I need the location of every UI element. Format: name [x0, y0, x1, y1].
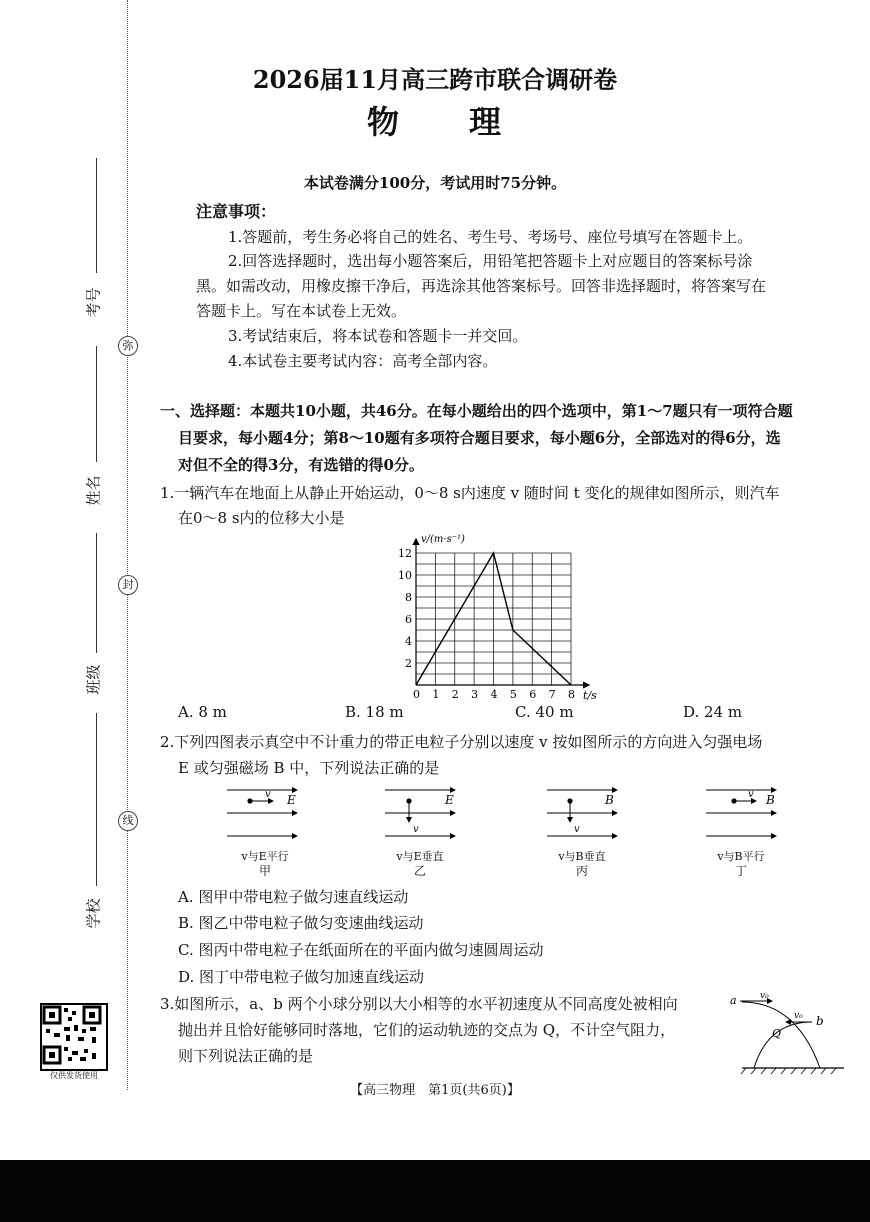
- section1-line: 目要求，每小题4分；第8～10题有多项符合题目要求，每小题6分，全部选对的得6分，选: [178, 429, 781, 447]
- x-tick-label: 7: [548, 688, 556, 701]
- subject-title: 物 理: [366, 103, 503, 141]
- fig-yi: [383, 785, 463, 845]
- q1-option-d: D. 24 m: [683, 703, 743, 721]
- q3-stem: 抛出并且恰好能够同时落地，它们的运动轨迹的交点为 Q，不计空气阻力，: [178, 1021, 676, 1039]
- fig-yi-v: v: [413, 824, 419, 835]
- y-axis-label: v/(m·s⁻¹): [421, 534, 465, 545]
- section1-line: 一、选择题：本题共10小题，共46分。在每小题给出的四个选项中，第1～7题只有一项符合题: [160, 402, 793, 420]
- x-tick-label: 5: [509, 688, 517, 701]
- q2-option-d: D. 图丁中带电粒子做匀加速直线运动: [178, 968, 425, 986]
- banji-line: [96, 533, 97, 653]
- x-tick-label: 3: [471, 688, 479, 701]
- fig-bing-caption: v与B垂直: [558, 850, 606, 863]
- q2-option-b: B. 图乙中带电粒子做匀变速曲线运动: [178, 914, 424, 932]
- q3-label-v0-b: v₀: [794, 1011, 803, 1021]
- label-xingming: 姓名: [84, 475, 103, 506]
- fig-ding-field: B: [766, 793, 775, 807]
- notice-line: 答题卡上。写在本试卷上无效。: [196, 302, 407, 320]
- notice-heading: 注意事项：: [196, 202, 277, 221]
- q3-label-q: Q: [772, 1027, 782, 1040]
- q2-stem: 2.下列四图表示真空中不计重力的带正电粒子分别以速度 v 按如图所示的方向进入匀强电场: [160, 733, 763, 751]
- notice-line: 黑。如需改动，用橡皮擦干净后，再选涂其他答案标号。回答非选择题时，将答案写在: [196, 277, 767, 295]
- binding-char-xian: 线: [118, 811, 138, 831]
- x-tick-label: 1: [432, 688, 440, 701]
- notice-line: 3.考试结束后，将本试卷和答题卡一并交回。: [228, 327, 528, 345]
- q3-label-v0-a: v₀: [760, 991, 769, 1001]
- x-tick-label: 4: [490, 688, 498, 701]
- fig-jia-v: v: [265, 789, 271, 800]
- fig-ding-caption: v与B平行: [717, 850, 765, 863]
- notice-line: 4.本试卷主要考试内容：高考全部内容。: [228, 352, 498, 370]
- q3-label-b: b: [816, 1014, 824, 1028]
- fig-bing-name: 丙: [575, 864, 588, 878]
- q1-stem: 在0～8 s内的位移大小是: [178, 509, 345, 527]
- x-tick-label: 0: [413, 688, 420, 701]
- y-tick-label: 10: [398, 569, 412, 582]
- x-tick-label: 8: [568, 688, 575, 701]
- fig-ding: [704, 785, 784, 845]
- fig-jia-field: E: [287, 793, 296, 807]
- label-kaohao: 考号: [84, 287, 103, 318]
- scan-black-bar: [0, 1160, 870, 1222]
- x-tick-label: 2: [451, 688, 459, 701]
- binding-char-mi: 弥: [118, 336, 138, 356]
- q1-stem: 1.一辆汽车在地面上从静止开始运动，0～8 s内速度 v 随时间 t 变化的规律如图所示，则汽车: [160, 484, 780, 502]
- q1-option-b: B. 18 m: [345, 703, 404, 721]
- fig-jia-caption: v与E平行: [241, 850, 289, 863]
- fig-bing-v: v: [574, 824, 580, 835]
- x-tick-label: 6: [529, 688, 537, 701]
- fig-yi-name: 乙: [413, 864, 426, 878]
- q3-stem: 则下列说法正确的是: [178, 1047, 314, 1065]
- fig-yi-caption: v与E垂直: [396, 850, 444, 863]
- section1-line: 对但不全的得3分，有选错的得0分。: [178, 456, 424, 474]
- q3-figure: [728, 988, 848, 1076]
- qr-caption: 仅供发货使用: [50, 1071, 98, 1080]
- label-xuexiao: 学校: [84, 898, 103, 929]
- intro-text: 本试卷满分100分，考试用时75分钟。: [303, 174, 567, 192]
- fig-ding-name: 丁: [734, 864, 747, 878]
- vt-graph: [385, 530, 615, 702]
- fig-bing-field: B: [605, 793, 614, 807]
- binding-line: [127, 0, 128, 1090]
- xuexiao-line: [96, 713, 97, 886]
- fig-jia-name: 甲: [258, 864, 271, 878]
- q1-option-a: A. 8 m: [178, 703, 227, 721]
- y-tick-label: 6: [405, 613, 412, 626]
- qr-code: [40, 1003, 108, 1071]
- q1-option-c: C. 40 m: [515, 703, 574, 721]
- q3-label-a: a: [730, 994, 737, 1007]
- y-tick-label: 4: [405, 635, 412, 648]
- binding-char-feng: 封: [118, 575, 138, 595]
- label-banji: 班级: [84, 664, 103, 695]
- page-footer: 【高三物理 第1页(共6页)】: [350, 1083, 520, 1098]
- fig-bing: [545, 785, 625, 845]
- y-tick-label: 12: [398, 547, 412, 560]
- y-tick-label: 8: [405, 591, 412, 604]
- fig-yi-field: E: [445, 793, 454, 807]
- q3-stem: 3.如图所示，a、b 两个小球分别以大小相等的水平初速度从不同高度处被相向: [160, 995, 678, 1013]
- notice-line: 1.答题前，考生务必将自己的姓名、考生号、考场号、座位号填写在答题卡上。: [228, 228, 753, 246]
- y-tick-label: 2: [405, 657, 412, 670]
- q2-option-a: A. 图甲中带电粒子做匀速直线运动: [178, 888, 409, 906]
- q2-stem: E 或匀强磁场 B 中，下列说法正确的是: [178, 759, 440, 777]
- q2-option-c: C. 图丙中带电粒子在纸面所在的平面内做匀速圆周运动: [178, 941, 544, 959]
- xingming-line: [96, 346, 97, 462]
- fig-jia: [225, 785, 305, 845]
- fig-ding-v: v: [748, 789, 754, 800]
- x-axis-label: t/s: [583, 689, 597, 702]
- exam-title: 2026届11月高三跨市联合调研卷: [252, 65, 618, 94]
- notice-line: 2.回答选择题时，选出每小题答案后，用铅笔把答题卡上对应题目的答案标号涂: [228, 252, 753, 270]
